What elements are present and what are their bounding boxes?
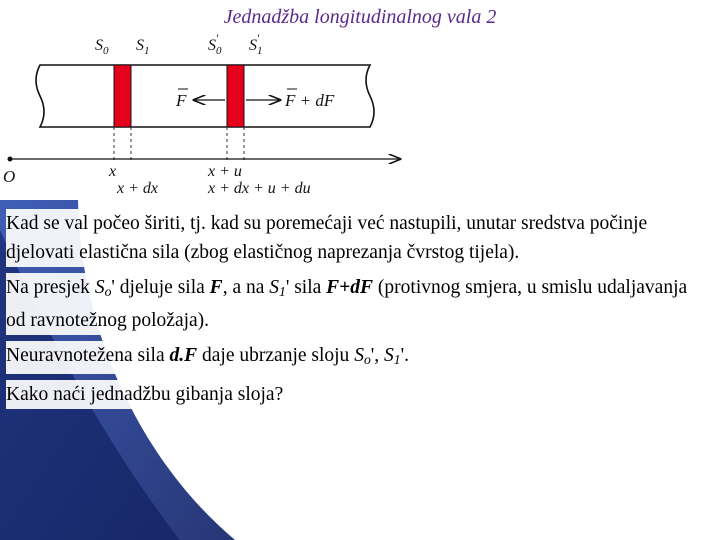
slide-body: [6, 209, 696, 415]
slab-right: [227, 65, 244, 127]
label-s0: $S_0$: [95, 37, 109, 57]
force-right-label: F + dF: [285, 91, 335, 110]
rod-diagram: [0, 32, 420, 202]
slab-left: [114, 65, 131, 127]
label-s1-prime: $S_1'$: [249, 32, 263, 57]
coord-x-u: x + u: [208, 163, 242, 180]
label-s1: $S_1$: [136, 37, 150, 57]
paragraph-1: Kad se val počeo širiti, tj. kad su poremećaji već nastupili, unutar sredstva počinje djelovati elastična sila (zbog elastičnog naprezanja čvrstog tijela).: [6, 209, 696, 267]
label-s0-prime: $S_0'$: [208, 32, 222, 57]
origin-label: O: [3, 167, 16, 186]
paragraph-2: Na presjek $S_o'$ djeluje sila F, a na $S_1'$ sila F+dF (protivnog smjera, u smislu udaljavanja od ravnotežnog položaja).: [6, 273, 696, 335]
dashed-guides: [114, 127, 244, 162]
coord-x-dx: x + dx: [117, 180, 158, 197]
coord-x: x: [109, 163, 117, 180]
paragraph-4: Kako naći jednadžbu gibanja sloja?: [6, 380, 696, 409]
slide-title: Jednadžba longitudinalnog vala 2: [223, 6, 497, 28]
coord-x-dx-u-du: x + dx + u + du: [208, 180, 311, 197]
paragraph-3: Neuravnotežena sila d.F daje ubrzanje sloju $S_o'$, $S_1'$.: [6, 341, 696, 374]
force-left-label: F: [176, 91, 187, 110]
